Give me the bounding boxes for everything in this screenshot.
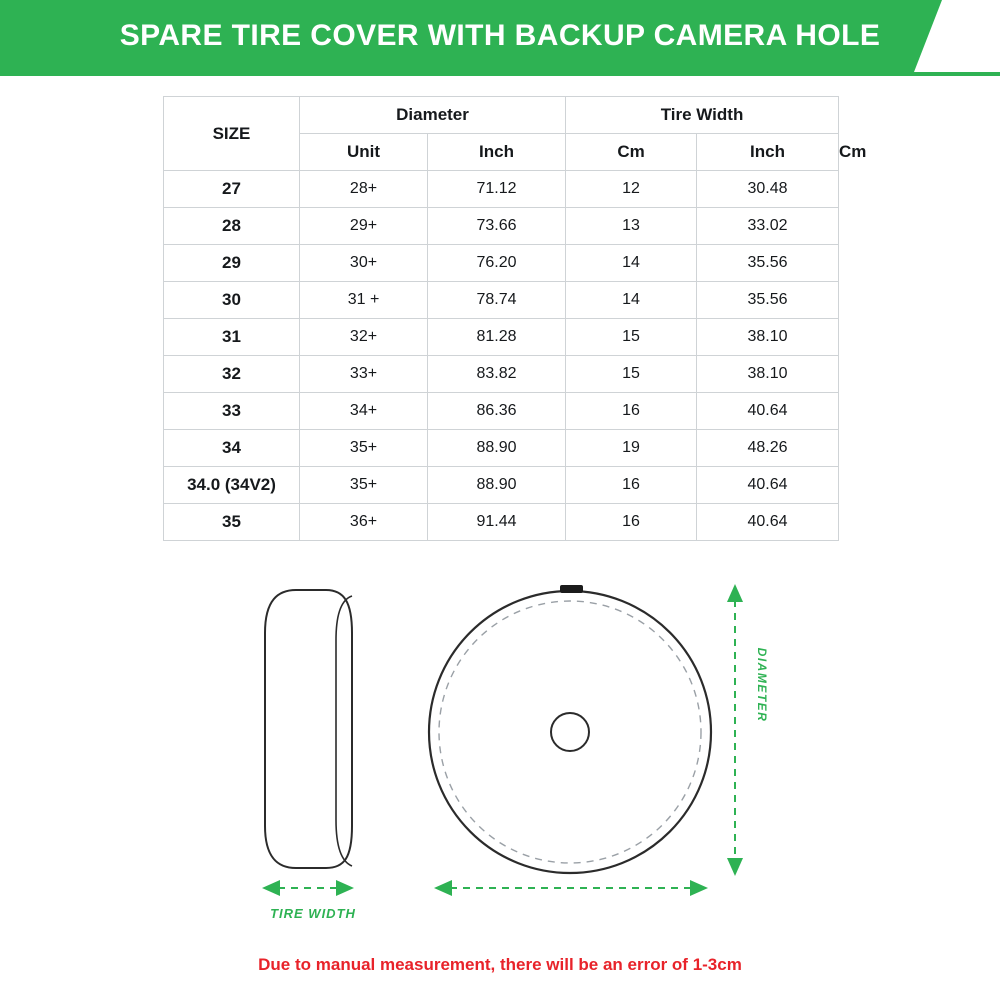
cell-width-inch: 19 [566,430,697,467]
cell-diameter-cm: 78.74 [428,282,566,319]
header-underline [0,72,1000,76]
cell-diameter-cm: 76.20 [428,245,566,282]
subheader-width-inch: Inch [697,134,839,171]
cell-width-inch: 13 [566,208,697,245]
table-row [164,356,839,393]
table-group-header-row [164,97,839,134]
cell-width-inch: 16 [566,467,697,504]
diagram-svg [0,548,1000,948]
table-row [164,430,839,467]
cell-unit: 32 [164,356,300,393]
cell-diameter-inch: 32+ [300,319,428,356]
header-corner-wedge [914,0,1000,72]
measurement-note: Due to manual measurement, there will be an error of 1-3cm [258,955,742,974]
cell-diameter-inch: 29+ [300,208,428,245]
cell-unit: 30 [164,282,300,319]
cell-unit: 33 [164,393,300,430]
cell-diameter-inch: 30+ [300,245,428,282]
cell-width-cm: 33.02 [697,208,839,245]
cell-width-cm: 40.64 [697,467,839,504]
cell-unit: 31 [164,319,300,356]
cell-diameter-inch: 33+ [300,356,428,393]
cell-diameter-cm: 71.12 [428,171,566,208]
header-banner [0,0,1000,72]
cell-diameter-cm: 88.90 [428,467,566,504]
tire-width-dimension-arrow [262,880,354,896]
cell-unit: 27 [164,171,300,208]
cell-diameter-cm: 91.44 [428,504,566,541]
cell-diameter-inch: 36+ [300,504,428,541]
cell-unit: 35 [164,504,300,541]
diameter-label: DIAMETER [755,647,769,723]
cell-width-inch: 12 [566,171,697,208]
table-body [164,171,839,541]
cell-diameter-inch: 35+ [300,430,428,467]
cell-diameter-inch: 34+ [300,393,428,430]
cell-width-cm: 40.64 [697,504,839,541]
subheader-unit: Unit [300,134,428,171]
header-size: SIZE [164,97,300,171]
cell-diameter-cm: 81.28 [428,319,566,356]
cell-unit: 29 [164,245,300,282]
size-table [163,96,867,541]
size-table-wrapper [163,96,867,541]
cell-diameter-cm: 83.82 [428,356,566,393]
header-tire-width: Tire Width [566,97,839,134]
diameter-horizontal-arrow [434,880,708,896]
camera-notch [560,585,583,593]
cell-width-cm: 38.10 [697,356,839,393]
cell-diameter-cm: 73.66 [428,208,566,245]
side-view-shape [265,590,352,868]
cell-width-inch: 15 [566,319,697,356]
cell-width-cm: 30.48 [697,171,839,208]
cell-unit: 28 [164,208,300,245]
tire-width-label: TIRE WIDTH [270,906,356,921]
table-row [164,504,839,541]
cell-diameter-cm: 86.36 [428,393,566,430]
diameter-dimension-arrow [727,584,743,876]
table-row [164,171,839,208]
cell-diameter-cm: 88.90 [428,430,566,467]
cell-diameter-inch: 31 + [300,282,428,319]
cell-unit: 34 [164,430,300,467]
table-row [164,282,839,319]
cell-width-inch: 16 [566,504,697,541]
table-row [164,393,839,430]
cell-width-inch: 16 [566,393,697,430]
subheader-diameter-inch: Inch [428,134,566,171]
product-diagram [0,548,1000,948]
cell-width-cm: 40.64 [697,393,839,430]
table-sub-header-row: Unit Inch Cm Inch Cm [164,134,839,171]
cell-unit: 34.0 (34V2) [164,467,300,504]
header-diameter: Diameter [300,97,566,134]
cell-width-inch: 14 [566,245,697,282]
cell-width-inch: 15 [566,356,697,393]
table-row [164,467,839,504]
cell-width-inch: 14 [566,282,697,319]
camera-hole [551,713,589,751]
cell-width-cm: 48.26 [697,430,839,467]
table-row [164,245,839,282]
page-title: SPARE TIRE COVER WITH BACKUP CAMERA HOLE [119,19,881,52]
cell-width-cm: 38.10 [697,319,839,356]
table-row [164,319,839,356]
cell-diameter-inch: 35+ [300,467,428,504]
subheader-diameter-cm: Cm [566,134,697,171]
cell-diameter-inch: 28+ [300,171,428,208]
table-row [164,208,839,245]
cell-width-cm: 35.56 [697,282,839,319]
cell-width-cm: 35.56 [697,245,839,282]
